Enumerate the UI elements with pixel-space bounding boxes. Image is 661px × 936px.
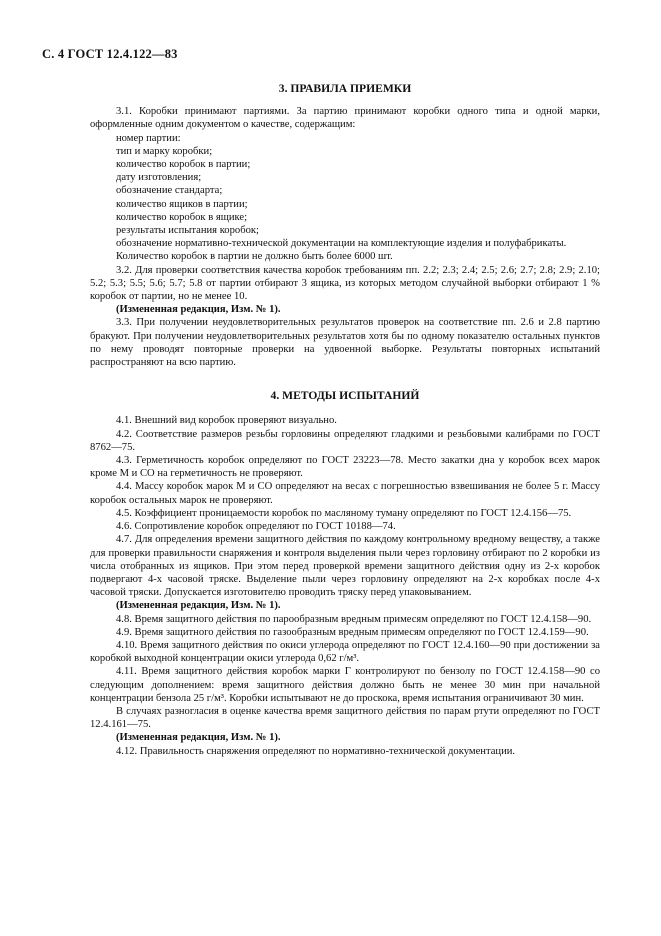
page-header: С. 4 ГОСТ 12.4.122—83 [42,47,178,61]
clause-4-1: 4.1. Внешний вид коробок проверяют визуально. [116,415,337,427]
batch-document-contents-list [90,132,600,251]
clause-4-4: 4.4. Массу коробок марок М и СО определяют на весах с погрешностью взвешивания не более 5 г. Массу коробок остальных марок не проверяют. [90,481,600,506]
clause-4-12: 4.12. Правильность снаряжения определяют по нормативно-технической документации. [116,745,516,757]
disagreement-clause: В случаях разногласия в оценке качества время защитного действия по парам ртути определяют по ГОСТ 12.4.161—75. [90,705,600,731]
document-body [90,82,600,758]
clause-4-3: 4.3. Герметичность коробок определяют по ГОСТ 23223—78. Место закатки дна у коробок всех марок кроме М и СО на герметичность не проверяют. [90,455,600,480]
list-item: количество коробок в ящике; [116,211,248,223]
list-item: обозначение стандарта; [116,185,223,197]
list-item: количество ящиков в партии; [116,198,248,210]
section-3-title: 3. ПРАВИЛА ПРИЕМКИ [278,82,412,95]
batch-count-limit: Количество коробок в партии не должно быть более 6000 шт. [116,251,393,263]
revision-note: (Измененная редакция, Изм. № 1). [116,600,281,612]
clause-3-3: 3.3. При получении неудовлетворительных результатов проверок на соответствие пп. 2.6 и 2.8 партию бракуют. При получении неудовлетворительных результатов хотя бы по одному показателю остальных пунктов по нему проводят повторные проверки на удвоенной выборке. Результаты повторных испытаний распространяют на всю партию. [90,317,600,369]
clause-3-2: 3.2. Для проверки соответствия качества коробок требованиям пп. 2.2; 2.3; 2.4; 2.5; 2.6; 2.7; 2.8; 2.9; 2.10; 5.2; 5.3; 5.5; 5.6; 5.7; 5.8 от партии отбирают 3 ящика, из которых методом случайной выборки отбирают 1 % коробок от партии, но не менее 10. [90,264,600,303]
clause-4-9: 4.9. Время защитного действия по газообразным вредным примесям определяют по ГОСТ 12.4.159—90. [116,626,589,638]
clause-4-8: 4.8. Время защитного действия по парообразным вредным примесям определяют по ГОСТ 12.4.158—90. [116,613,592,625]
list-item: результаты испытания коробок; [116,225,259,237]
list-item: обозначение нормативно-технической документации на комплектующие изделия и полуфабрикаты. [116,238,567,250]
list-item: дату изготовления; [116,172,202,184]
revision-note: (Измененная редакция, Изм. № 1). [116,304,281,316]
clause-4-2: 4.2. Соответствие размеров резьбы горловины определяют гладкими и резьбовыми калибрами по ГОСТ 8762—75. [90,428,600,453]
clause-4-10: 4.10. Время защитного действия по окиси углерода определяют по ГОСТ 12.4.160—90 при достижении за коробкой выходной концентрации окиси углерода 0,62 г/м³. [90,639,600,665]
clause-3-1: 3.1. Коробки принимают партиями. За партию принимают коробки одного типа и одной марки, оформленные одним документом о качестве, содержащим: [90,106,600,131]
clause-4-11: 4.11. Время защитного действия коробок марки Г контролируют по бензолу по ГОСТ 12.4.158—90 со следующим дополнением: время защитного действия должно быть не менее 30 мин при начальной концентрации бензола 25 г/м³. Коробки испытывают не до проскока, время испытания ограничивают 30 мин. [90,666,600,704]
clause-4-6: 4.6. Сопротивление коробок определяют по ГОСТ 10188—74. [116,521,396,533]
section-4-title: 4. МЕТОДЫ ИСПЫТАНИЙ [270,389,420,403]
list-item: тип и марку коробки; [116,145,213,157]
clause-4-7: 4.7. Для определения времени защитного действия по каждому контрольному вредному веществу, а также для проверки правильности снаряжения и контроля выделения пыли через горловину отбирают по 2 коробки из числа отобранных из ящиков. При этом перед проверкой времени защитного действия одну из 2-х коробок подвергают 4-х часовой тряске. Выделение пыли через горловину определяют на 2-х коробках после 4-х часовой тряски. Допускается изготовителю проводить тряску перед упаковыванием. [90,534,600,599]
clause-4-5: 4.5. Коэффициент проницаемости коробок по масляному туману определяют по ГОСТ 12.4.156—75. [116,507,572,519]
list-item: количество коробок в партии; [116,159,251,171]
revision-note: (Измененная редакция, Изм. № 1). [116,732,281,744]
list-item: номер партии: [116,132,181,144]
